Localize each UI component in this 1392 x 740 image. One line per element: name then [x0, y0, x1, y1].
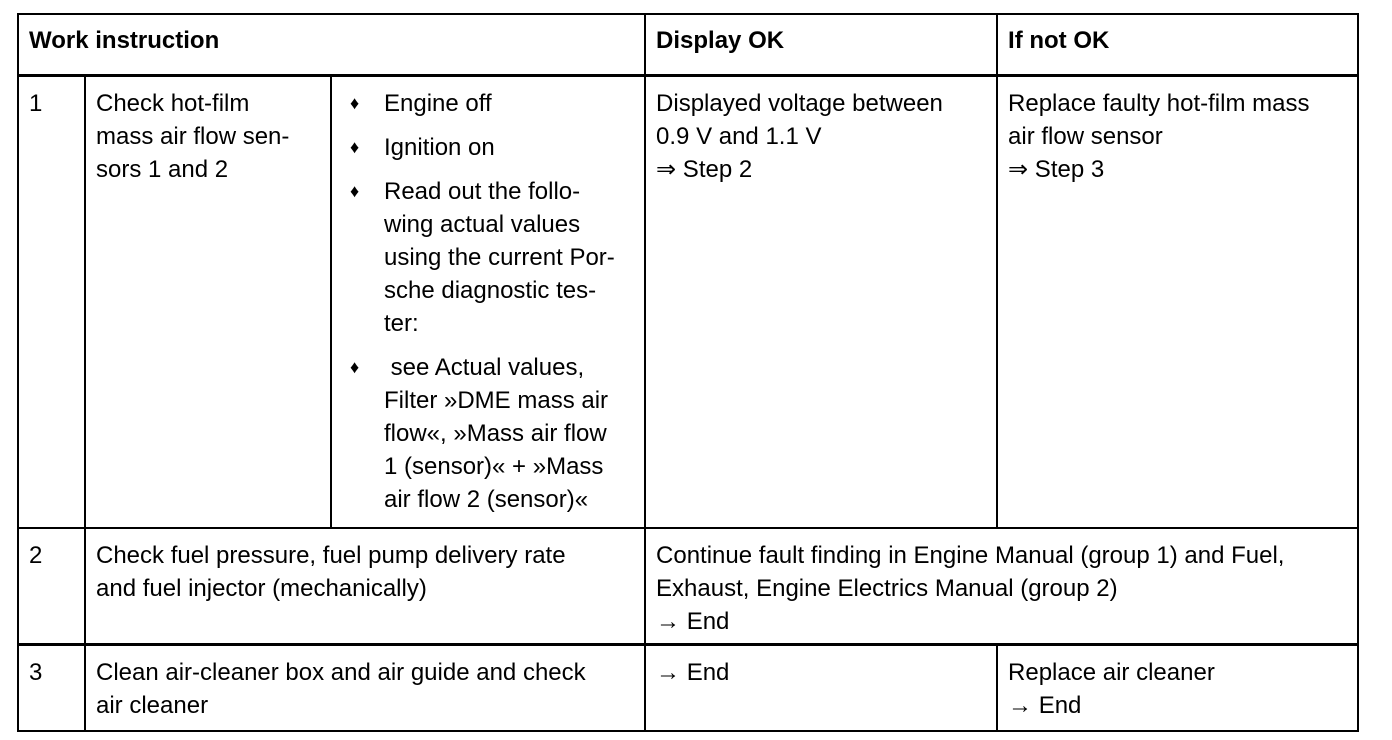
work-instruction-table — [17, 13, 1359, 732]
if-not-ok-line: air flow sensor — [1008, 123, 1163, 150]
procedure-line: using the current Por- — [384, 244, 615, 271]
step-instruction — [85, 528, 645, 645]
header-work-instruction: Work instruction — [18, 14, 645, 76]
step-procedure — [331, 76, 645, 529]
if-not-ok-cell — [997, 76, 1358, 529]
list-item — [342, 131, 634, 164]
diamond-bullet-icon: ♦ — [350, 93, 360, 113]
instruction-line: air cleaner — [96, 692, 209, 719]
table-row — [18, 645, 1358, 732]
if-not-ok-line: Replace air cleaner — [1008, 659, 1215, 686]
procedure-line: Read out the follo- — [384, 178, 581, 205]
if-not-ok-cell — [997, 645, 1358, 732]
header-display-ok: Display OK — [645, 14, 997, 76]
table-row — [18, 528, 1358, 645]
procedure-line: 1 (sensor)« + »Mass — [384, 453, 604, 480]
procedure-line: see Actual values, — [384, 354, 585, 381]
display-ok-line: Displayed voltage between — [656, 90, 943, 117]
if-not-ok-line: Replace faulty hot-film mass — [1008, 90, 1310, 117]
display-ok-line: 0.9 V and 1.1 V — [656, 123, 822, 150]
list-item — [342, 175, 634, 340]
procedure-line: wing actual values — [384, 211, 581, 238]
procedure-line: sche diagnostic tes- — [384, 277, 597, 304]
display-ok-cell — [645, 76, 997, 529]
step-instruction — [85, 76, 331, 529]
procedure-line: Engine off — [384, 90, 492, 117]
display-ok-line: ⇒ Step 2 — [656, 156, 753, 183]
instruction-line: Clean air-cleaner box and air guide and check — [96, 659, 586, 686]
result-line: Exhaust, Engine Electrics Manual (group 2) — [656, 575, 1118, 602]
procedure-line: Ignition on — [384, 134, 495, 161]
result-cell — [645, 528, 1358, 645]
procedure-line: air flow 2 (sensor)« — [384, 486, 589, 513]
step-number: 2 — [18, 528, 85, 645]
instruction-line: and fuel injector (mechanically) — [96, 575, 427, 602]
instruction-line: Check fuel pressure, fuel pump delivery rate — [96, 542, 566, 569]
list-item — [342, 87, 634, 120]
instruction-line: Check hot-film — [96, 90, 250, 117]
step-instruction — [85, 645, 645, 732]
instruction-line: sors 1 and 2 — [96, 156, 229, 183]
result-line: → End — [656, 608, 730, 635]
display-ok-line: → End — [656, 659, 730, 686]
diamond-bullet-icon: ♦ — [350, 137, 360, 157]
if-not-ok-line: → End — [1008, 692, 1082, 719]
diamond-bullet-icon: ♦ — [350, 181, 360, 201]
procedure-line: Filter »DME mass air — [384, 387, 609, 414]
if-not-ok-line: ⇒ Step 3 — [1008, 156, 1105, 183]
procedure-line: flow«, »Mass air flow — [384, 420, 607, 447]
step-number: 3 — [18, 645, 85, 732]
list-item — [342, 351, 634, 516]
table-row — [18, 76, 1358, 529]
diamond-bullet-icon: ♦ — [350, 357, 360, 377]
step-number: 1 — [18, 76, 85, 529]
header-if-not-ok: If not OK — [997, 14, 1358, 76]
procedure-list — [342, 87, 634, 516]
table-header-row — [18, 14, 1358, 76]
display-ok-cell — [645, 645, 997, 732]
result-line: Continue fault finding in Engine Manual (group 1) and Fuel, — [656, 542, 1285, 569]
procedure-line: ter: — [384, 310, 419, 337]
instruction-line: mass air flow sen- — [96, 123, 290, 150]
